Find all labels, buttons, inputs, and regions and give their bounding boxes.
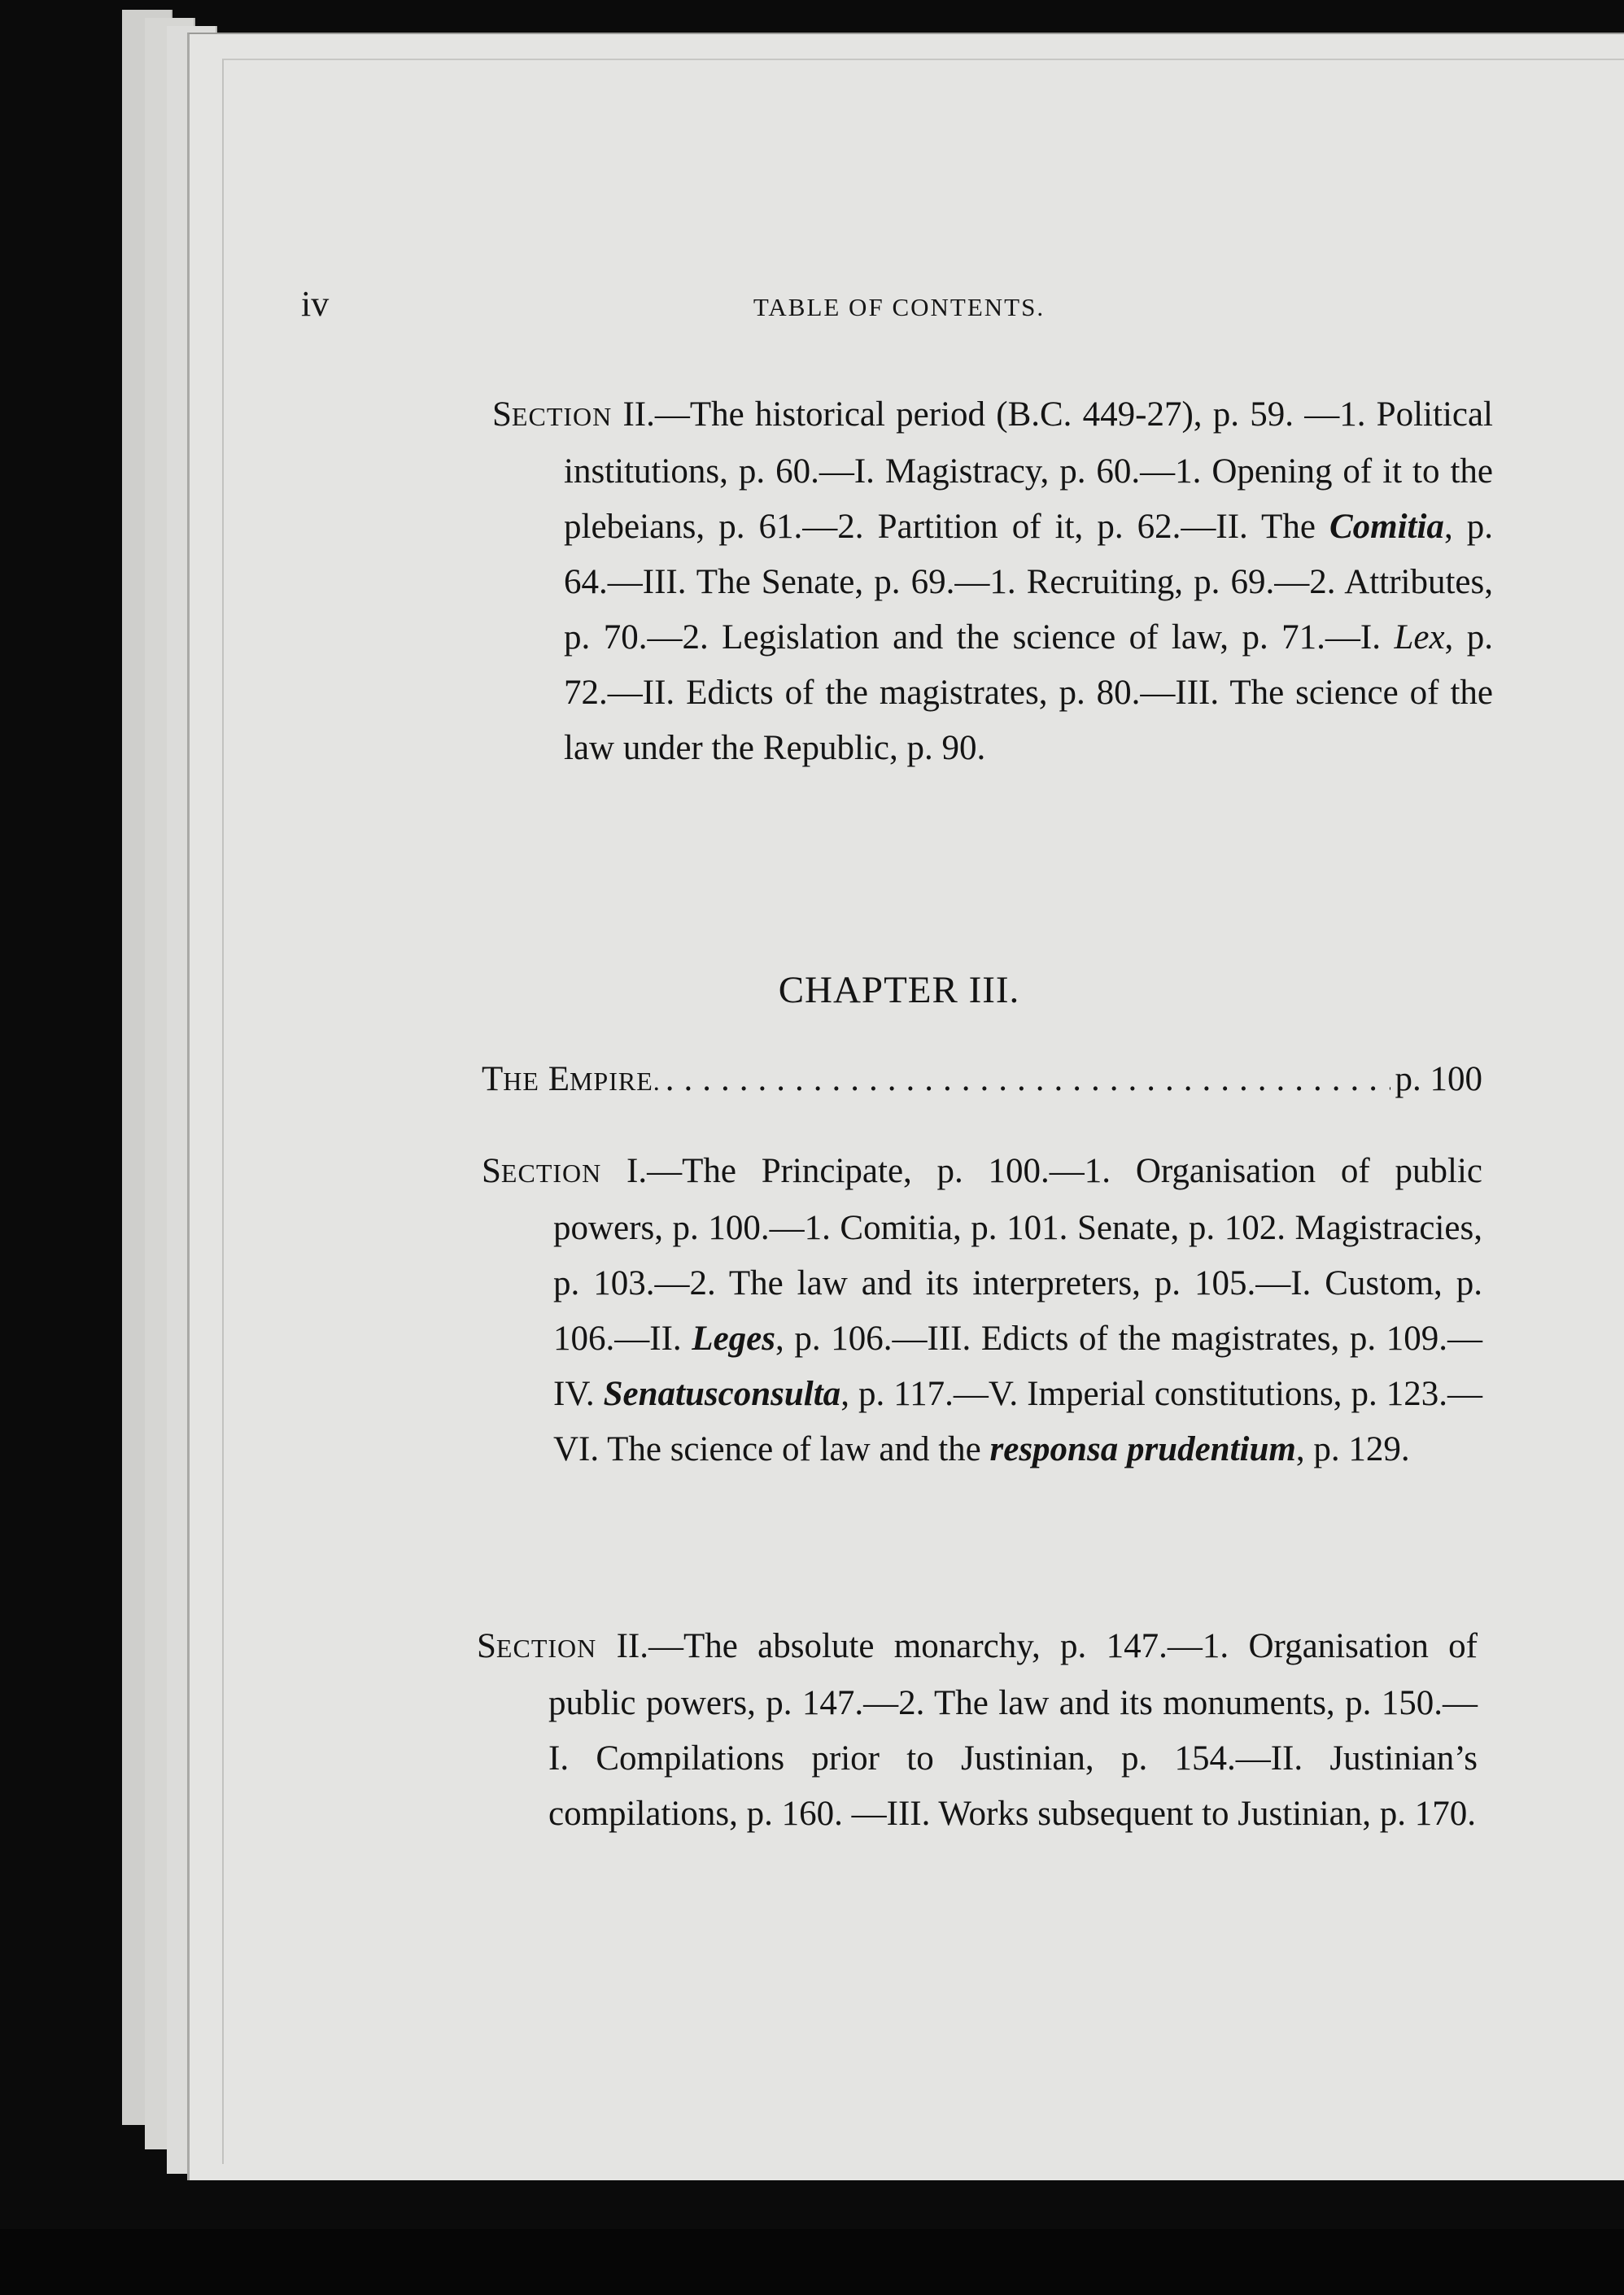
empire-page: p. 100 — [1395, 1060, 1482, 1098]
entry-text: —The absolute monarchy, p. 147.—1. Organisation of public powers, p. 147.—2. The law and its monuments, p. 150.—I. Compilations prior to Justinian, p. 154.—II. Justinian’s compilations, p. 160. —III. Works subsequent to Justinian, p. 170. — [548, 1627, 1478, 1833]
page-frame — [222, 59, 1624, 2164]
empire-small: HE — [503, 1067, 539, 1096]
entry-text: , p. 117.—V. Imperial constitutions, p. 123.—VI. The science of law and the — [553, 1375, 1482, 1468]
entry-text: , p. 106.—III. Edicts of the magistrates, p. 109.— IV. — [553, 1320, 1483, 1413]
entry-italic: Leges — [692, 1320, 775, 1358]
section-number: II. — [622, 395, 655, 434]
empire-cap: T — [482, 1060, 504, 1098]
page-number: iv — [301, 284, 330, 324]
entry-text: —The Principate, p. 100.—1. Organisation of public powers, p. 100.—1. Comitia, p. 101. Senate, p. 102. Magistracies, p. 103.—2. The law and its interpreters, p. 105.—I. Custom, p. 106.—II. — [553, 1152, 1482, 1358]
section-label-small: ECTION — [495, 1634, 597, 1663]
toc-entry-section-i-principate — [482, 1144, 1482, 1477]
empire-small2: MPIRE. — [569, 1067, 661, 1096]
entry-text: , p. 64.—III. The Senate, p. 69.—1. Recruiting, p. 69.—2. Attributes, p. 70.—2. Legislation and the science of law, p. 71.—I. — [564, 508, 1493, 657]
entry-text: , p. 129. — [1295, 1430, 1410, 1468]
running-title: TABLE OF CONTENTS. — [753, 293, 1046, 321]
section-label-cap: S — [482, 1152, 501, 1190]
entry-text: , p. 72.—II. Edicts of the magistrates, p. 80.—III. The science of the law under the Republic, p. 90. — [564, 618, 1494, 767]
toc-entry-section-ii-historical — [492, 387, 1493, 776]
entry-italic: responsa prudentium — [989, 1430, 1296, 1468]
running-head — [301, 283, 1497, 332]
entry-italic: Lex — [1394, 618, 1445, 657]
empire-title — [482, 1059, 661, 1099]
dot-leader — [666, 1059, 1390, 1099]
section-label-cap: S — [492, 395, 512, 434]
section-number: II. — [616, 1627, 648, 1665]
entry-italic: Comitia — [1329, 508, 1444, 546]
scan-margin — [0, 2229, 1624, 2295]
toc-entry-the-empire — [482, 1059, 1482, 1111]
empire-cap2: E — [548, 1060, 570, 1098]
section-number: I. — [626, 1152, 648, 1190]
section-label-small: ECTION — [500, 1158, 602, 1188]
entry-text: —The historical period (B.C. 449-27), p. 59. —1. Political institutions, p. 60.—I. Magistracy, p. 60.—1. Opening of it to the plebeians, p. 61.—2. Partition of it, p. 62.—II. The — [564, 395, 1494, 546]
section-label-small: ECTION — [511, 402, 613, 431]
toc-entry-section-ii-absolute-monarchy — [477, 1619, 1478, 1842]
section-label-cap: S — [477, 1627, 496, 1665]
entry-italic: Senatusconsulta — [603, 1375, 841, 1413]
chapter-heading: CHAPTER III. — [778, 969, 1020, 1011]
